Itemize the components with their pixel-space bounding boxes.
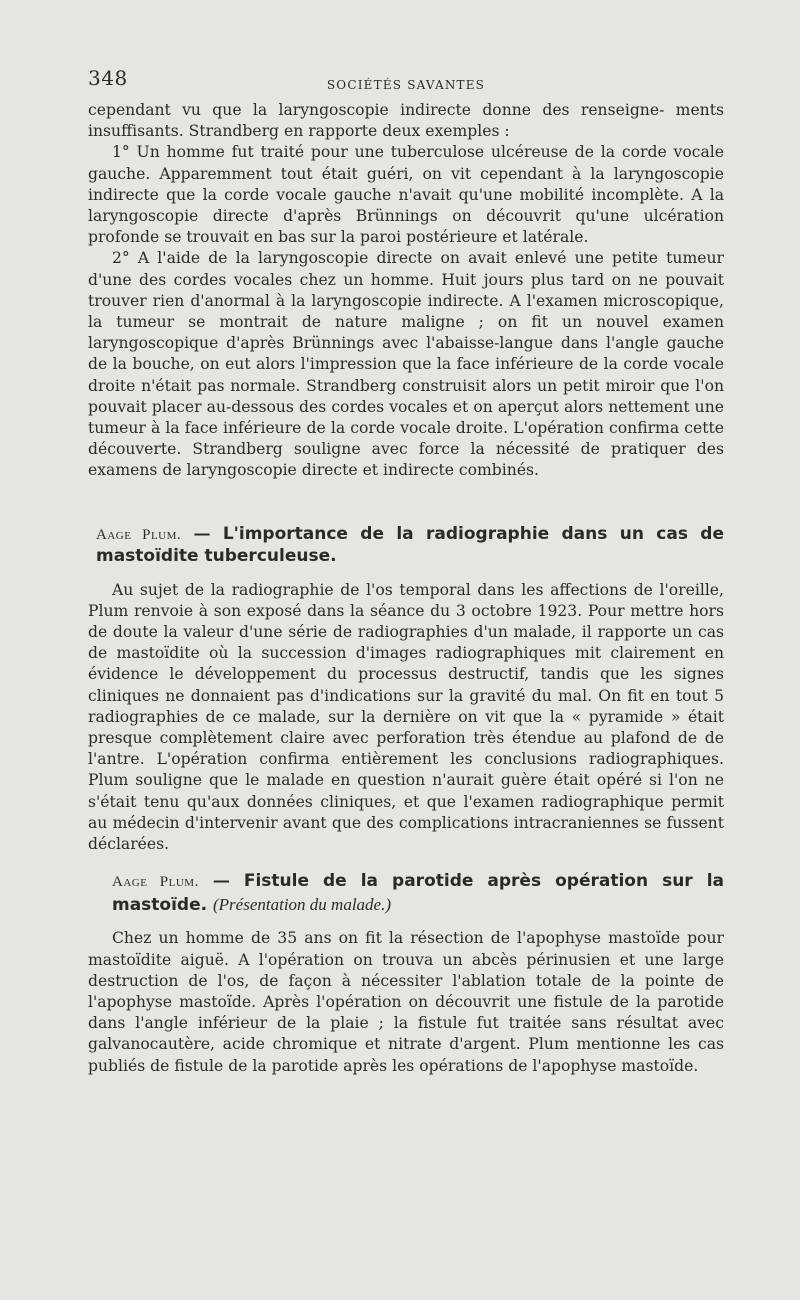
- continuation-line: ments insuffisants. Strandberg en rapporte deux exemples :: [88, 101, 724, 141]
- section-1-heading: [88, 524, 724, 568]
- section-1-body: Au sujet de la radiographie de l'os temporal dans les affections de l'oreille, Plum renvoie à son exposé dans la séance du 3 octobre 1923. Pour mettre hors de doute la valeur d'une série de radiographies d'un malade, il rapporte un cas de mastoïdite où la succession d'images radiographiques mit clairement en évidence le développement du processus destructif, tandis que les signes cliniques ne donnaient pas d'indications sur la gravité du mal. On fit en tout 5 radiographies de ce malade, sur la dernière on vit que la « pyramide » était presque complètement claire avec perforation très étendue au plafond de de l'antre. L'opération confirma entièrement les conclusions radiographiques. Plum souligne que le malade en question n'aurait guère était opéré si l'on ne s'était tenu qu'aux données cliniques, et que l'examen radiographique permit au médecin d'intervenir avant que des complications intracraniennes se fussent déclarées.: [88, 580, 724, 854]
- section-gap: [88, 916, 724, 928]
- section-2-author: Aage Plum.: [112, 874, 199, 891]
- case-2-paragraph: 2° A l'aide de la laryngoscopie directe on avait enlevé une petite tumeur d'une des cordes vocales chez un homme. Huit jours plus tard on ne pouvait trouver rien d'anormal à la laryngoscopie indirecte. A l'examen microscopique, la tumeur se montrait de nature maligne ; on fit un nouvel examen laryngoscopique d'après Brünnings avec l'abaisse-langue dans l'angle gauche de la bouche, on eut alors l'impression que la face inférieure de la corde vocale droite n'était pas normale. Strandberg construisit alors un petit miroir que l'on pouvait placer au-dessous des cordes vocales et on aperçut alors nettement une tumeur à la face inférieure de la corde vocale droite. L'opération confirma cette découverte. Strandberg souligne avec force la nécessité de pratiquer des examens de laryngoscopie directe et indirecte combinés.: [88, 249, 724, 480]
- section-1-title: L'importance de la radiographie dans un cas de mastoïdite tuberculeuse.: [96, 523, 724, 567]
- section-2-body: Chez un homme de 35 ans on fit la résection de l'apophyse mastoïde pour mastoïdite aiguë. A l'opération on trouva un abcès périnusien et une large destruction de l'os, de façon à nécessiter l'ablation totale de la pointe de l'apophyse mastoïde. Après l'opération on découvrit une fistule de la parotide dans l'angle inférieur de la plaie ; la fistule fut traitée sans résultat avec galvanocautère, acide chromique et nitrate d'argent. Plum mentionne les cas publiés de fistule de la parotide après les opérations de l'apophyse mastoïde.: [88, 929, 724, 1075]
- section-gap: [88, 482, 724, 524]
- running-head: SOCIÉTÉS SAVANTES: [326, 78, 486, 92]
- section-2-dash: —: [198, 871, 244, 892]
- section-gap: [88, 855, 724, 871]
- page-number: 348: [88, 66, 128, 90]
- section-1-dash: —: [181, 523, 223, 544]
- continuation-line: cependant vu que la laryngoscopie indirecte donne des renseigne-: [88, 101, 665, 119]
- page-header: [88, 60, 724, 100]
- continuation-paragraph: [88, 100, 724, 142]
- section-2-title: Fistule de la parotide après opération sur la mastoïde.: [112, 871, 724, 915]
- section-1-author: Aage Plum.: [96, 526, 182, 543]
- case-1-paragraph: 1° Un homme fut traité pour une tuberculose ulcéreuse de la corde vocale gauche. Apparemment tout était guéri, on vit cependant à la laryngoscopie indirecte que la corde vocale gauche n'avait qu'une mobilité incomplète. A la laryngoscopie directe d'après Brünnings on découvrit qu'une ulcération profonde se trouvait en bas sur la paroi postérieure et latérale.: [88, 143, 724, 247]
- section-gap: [88, 568, 724, 580]
- section-2-heading: [88, 871, 724, 916]
- section-2-subtitle: (Présentation du malade.): [213, 894, 392, 914]
